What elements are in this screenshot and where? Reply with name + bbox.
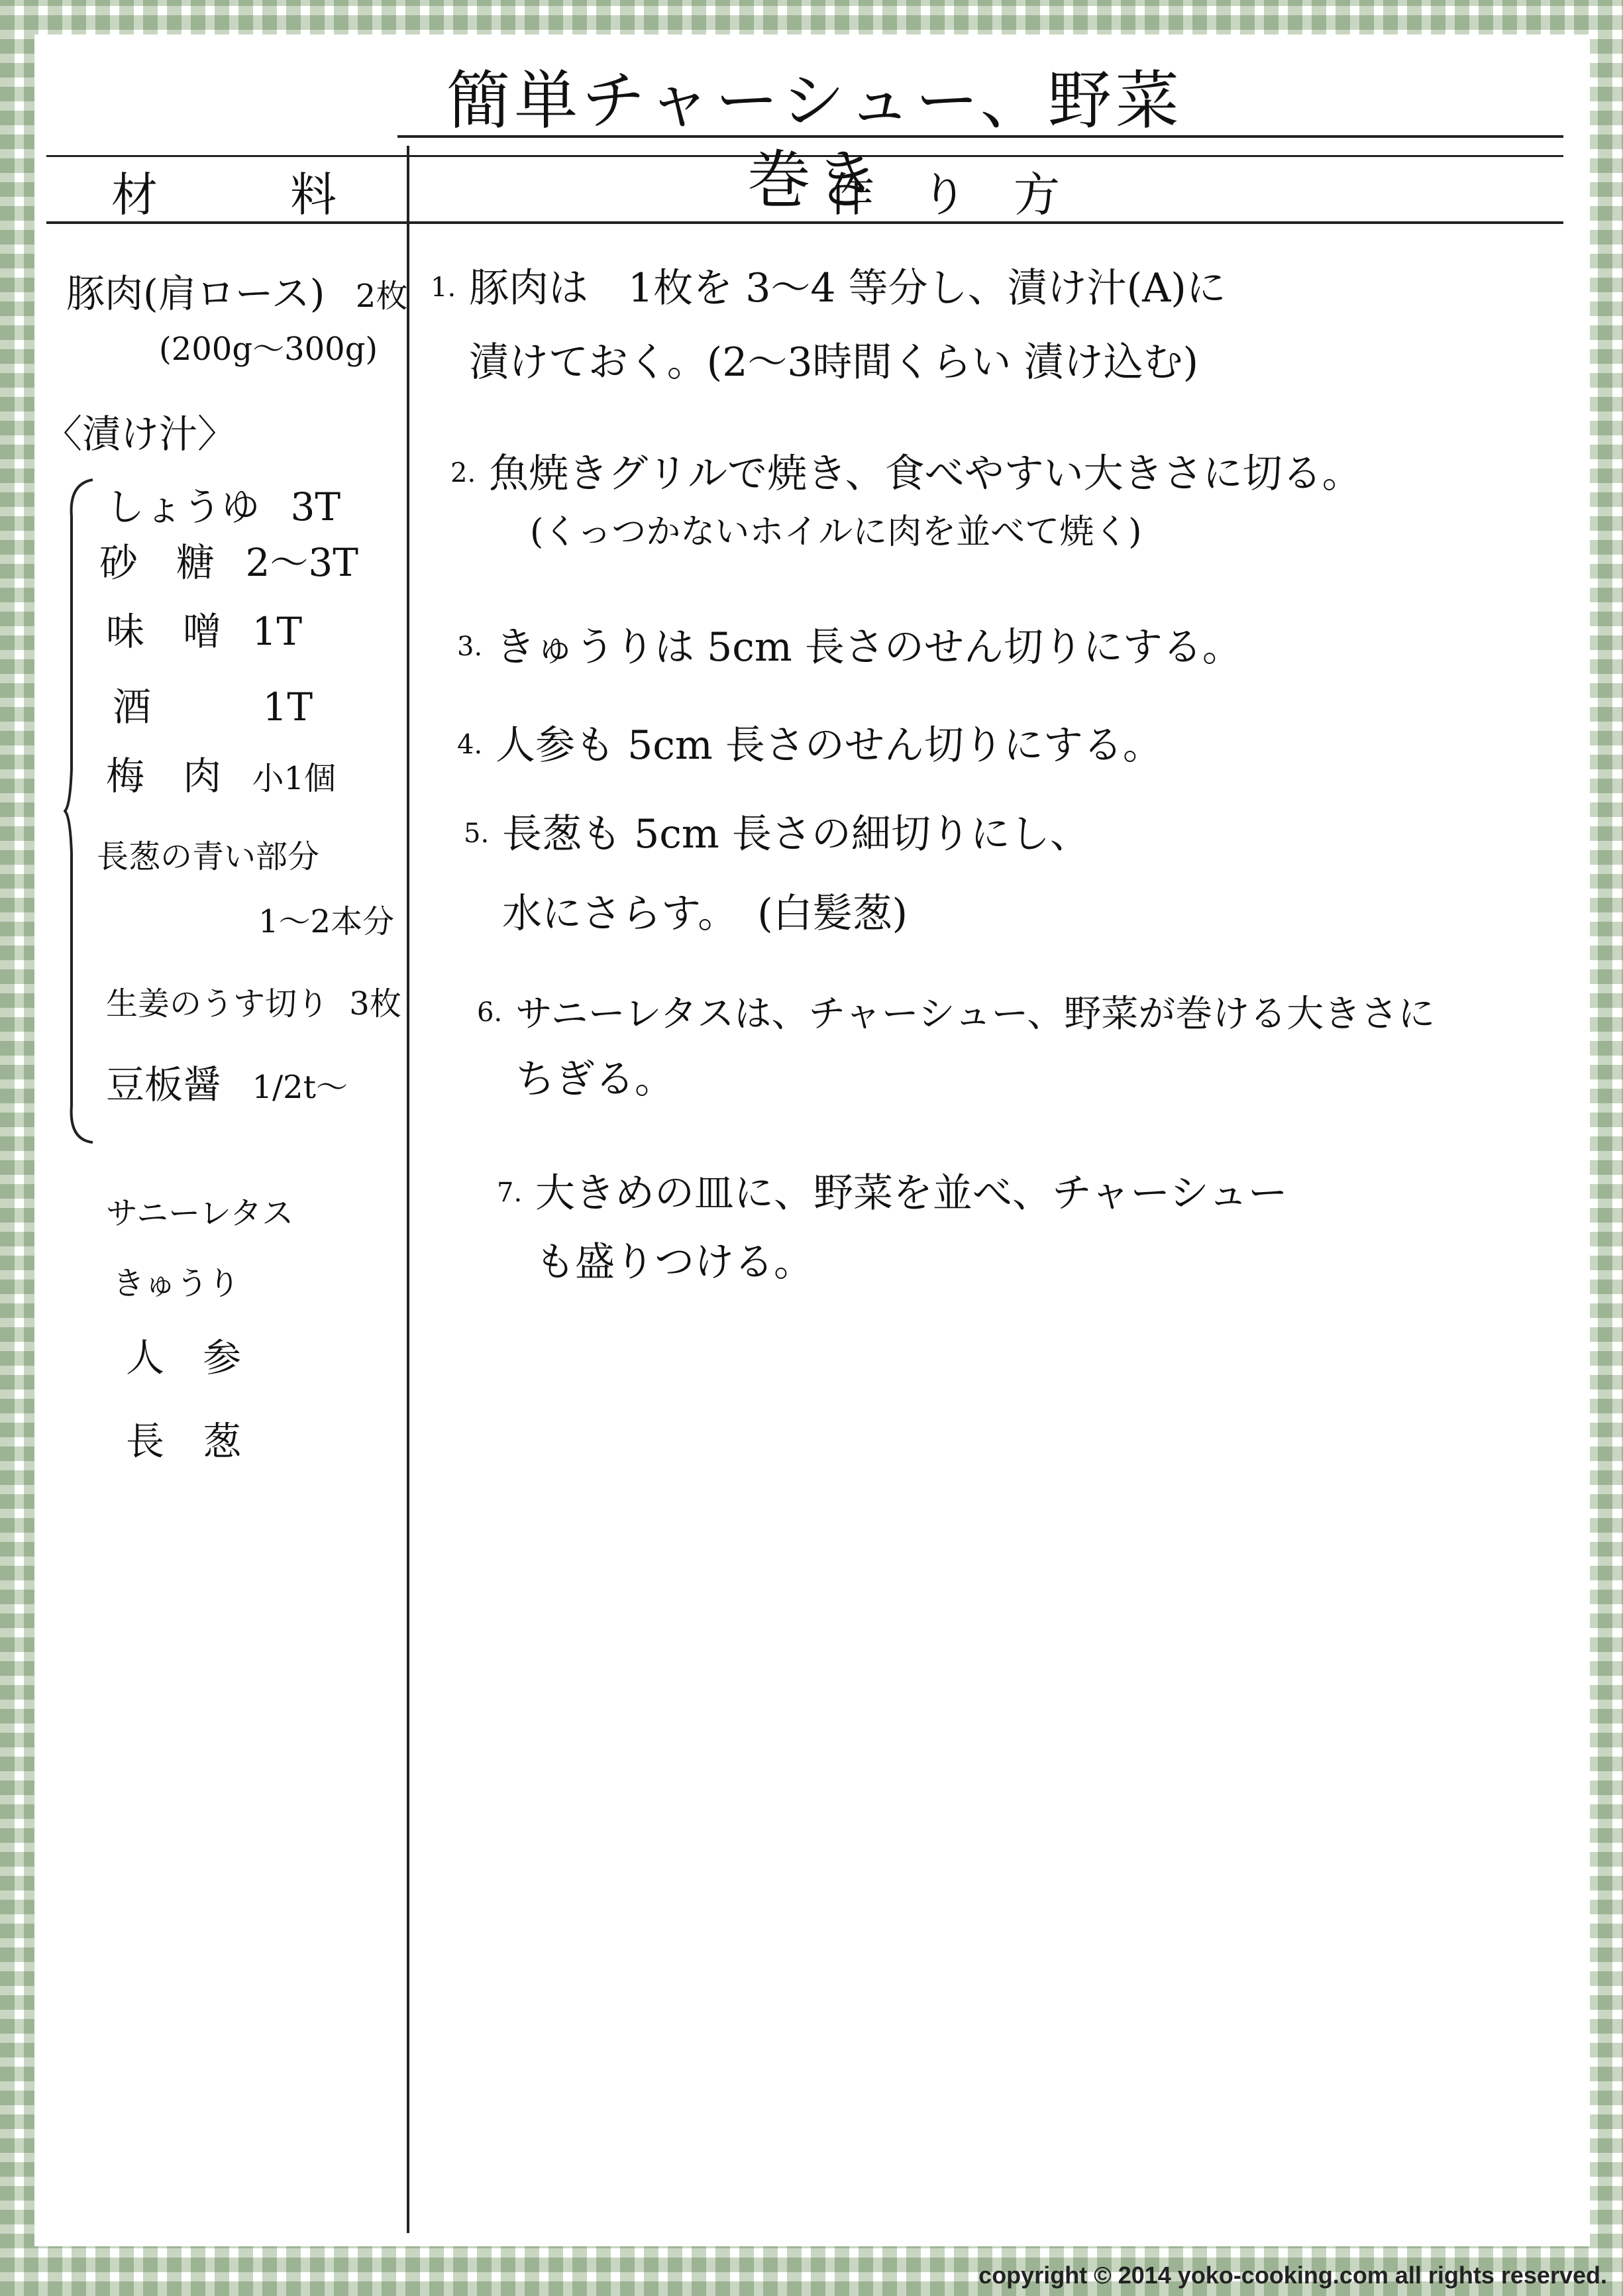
- marinade-item: [113, 684, 313, 730]
- marinade-item-amount: 1T: [252, 609, 303, 654]
- marinade-item-name: 生姜のうす切り: [106, 985, 329, 1022]
- ingredient-pork-note: (200g〜300g): [159, 331, 378, 368]
- method-step: [431, 261, 1226, 389]
- step-text-line: サニーレタスは、チャーシュー、野菜が巻ける大きさに: [515, 993, 1436, 1036]
- ingredient-amount: 2枚: [355, 278, 408, 315]
- step-text-line: 漬けておく。(2〜3時間くらい 漬け込む): [469, 339, 1199, 386]
- step-text-line: 人参も 5cm 長さのせん切りにする。: [496, 722, 1163, 769]
- method-step: [464, 807, 1090, 940]
- marinade-item-amount: 3T: [290, 484, 341, 529]
- step-number: 1.: [431, 272, 456, 303]
- method-step: [497, 1166, 1288, 1289]
- vegetable-item: 人 参: [126, 1335, 242, 1380]
- marinade-item-amount: 3枚: [349, 985, 401, 1022]
- marinade-item: [106, 484, 340, 530]
- step-text-line: (くっつかないホイルに肉を並べて焼く): [530, 512, 1142, 552]
- marinade-item: [106, 1062, 348, 1111]
- step-text-line: 豚肉は 1枚を 3〜4 等分し、漬け汁(A)に: [469, 265, 1226, 311]
- vegetable-item: 長 葱: [126, 1419, 242, 1464]
- method-step: [477, 986, 1435, 1106]
- method-step: [450, 447, 1362, 559]
- step-text-line: きゅうりは 5cm 長さのせん切りにする。: [496, 624, 1242, 671]
- marinade-item-name: 酒: [113, 684, 152, 730]
- marinade-item: [106, 981, 401, 1027]
- marinade-item-amount: 1〜2本分: [258, 903, 395, 940]
- marinade-item-name: 長葱の青い部分: [97, 838, 320, 875]
- method-step: [457, 620, 1242, 674]
- step-text-line: 長葱も 5cm 長さの細切りにし、: [502, 811, 1090, 857]
- step-text-line: ちぎる。: [515, 1056, 674, 1103]
- step-number: 6.: [477, 997, 503, 1028]
- method-header: 作り方: [828, 167, 1106, 222]
- marinade-item-name: 味 噌: [106, 609, 222, 654]
- marinade-brace: [64, 477, 95, 1145]
- ingredient-name: 豚肉(肩ロース): [66, 271, 325, 316]
- method-step: [457, 718, 1163, 772]
- step-number: 7.: [497, 1177, 523, 1208]
- step-text-line: も盛りつける。: [535, 1239, 813, 1285]
- marinade-item-amount: 1/2t〜: [252, 1069, 348, 1106]
- marinade-label: 〈漬け汁〉: [44, 411, 236, 457]
- ingredients-header-char-2: 料: [290, 167, 339, 222]
- marinade-item: [99, 539, 358, 586]
- marinade-item-name: 豆板醤: [106, 1062, 222, 1107]
- ingredients-header-char-1: 材: [111, 167, 160, 222]
- marinade-item-name: 梅 肉: [106, 753, 222, 798]
- marinade-item-amount: 1T: [262, 684, 313, 730]
- copyright-notice: copyright © 2014 yoko-cooking.com all rights reserved.: [978, 2262, 1607, 2289]
- vegetable-item: サニーレタス: [106, 1195, 294, 1232]
- vegetable-item: きゅうり: [113, 1265, 240, 1302]
- step-number: 2.: [450, 458, 476, 488]
- step-number: 5.: [464, 818, 490, 849]
- step-text-line: 魚焼きグリルで焼き、食べやすい大きさに切る。: [489, 451, 1362, 497]
- step-text-line: 水にさらす。 (白髪葱): [502, 891, 908, 937]
- ingredients-header: [46, 163, 404, 222]
- marinade-item: [97, 834, 319, 880]
- step-text-line: 大きめの皿に、野菜を並べ、チャーシュー: [535, 1170, 1288, 1217]
- recipe-title: 簡単チャーシュー、野菜巻き: [446, 64, 1183, 217]
- column-divider: [407, 146, 409, 2233]
- marinade-item-name: しょうゆ: [106, 484, 260, 529]
- marinade-item-amount: 小1個: [252, 760, 336, 797]
- marinade-item-name: 砂 糖: [99, 540, 215, 585]
- marinade-item: [106, 608, 302, 655]
- step-number: 4.: [457, 730, 483, 760]
- header-bottom-line: [46, 221, 1563, 224]
- step-number: 3.: [457, 631, 483, 662]
- marinade-item-amount: 2〜3T: [245, 540, 358, 585]
- marinade-item: [106, 753, 336, 802]
- ingredient-pork: [66, 270, 407, 319]
